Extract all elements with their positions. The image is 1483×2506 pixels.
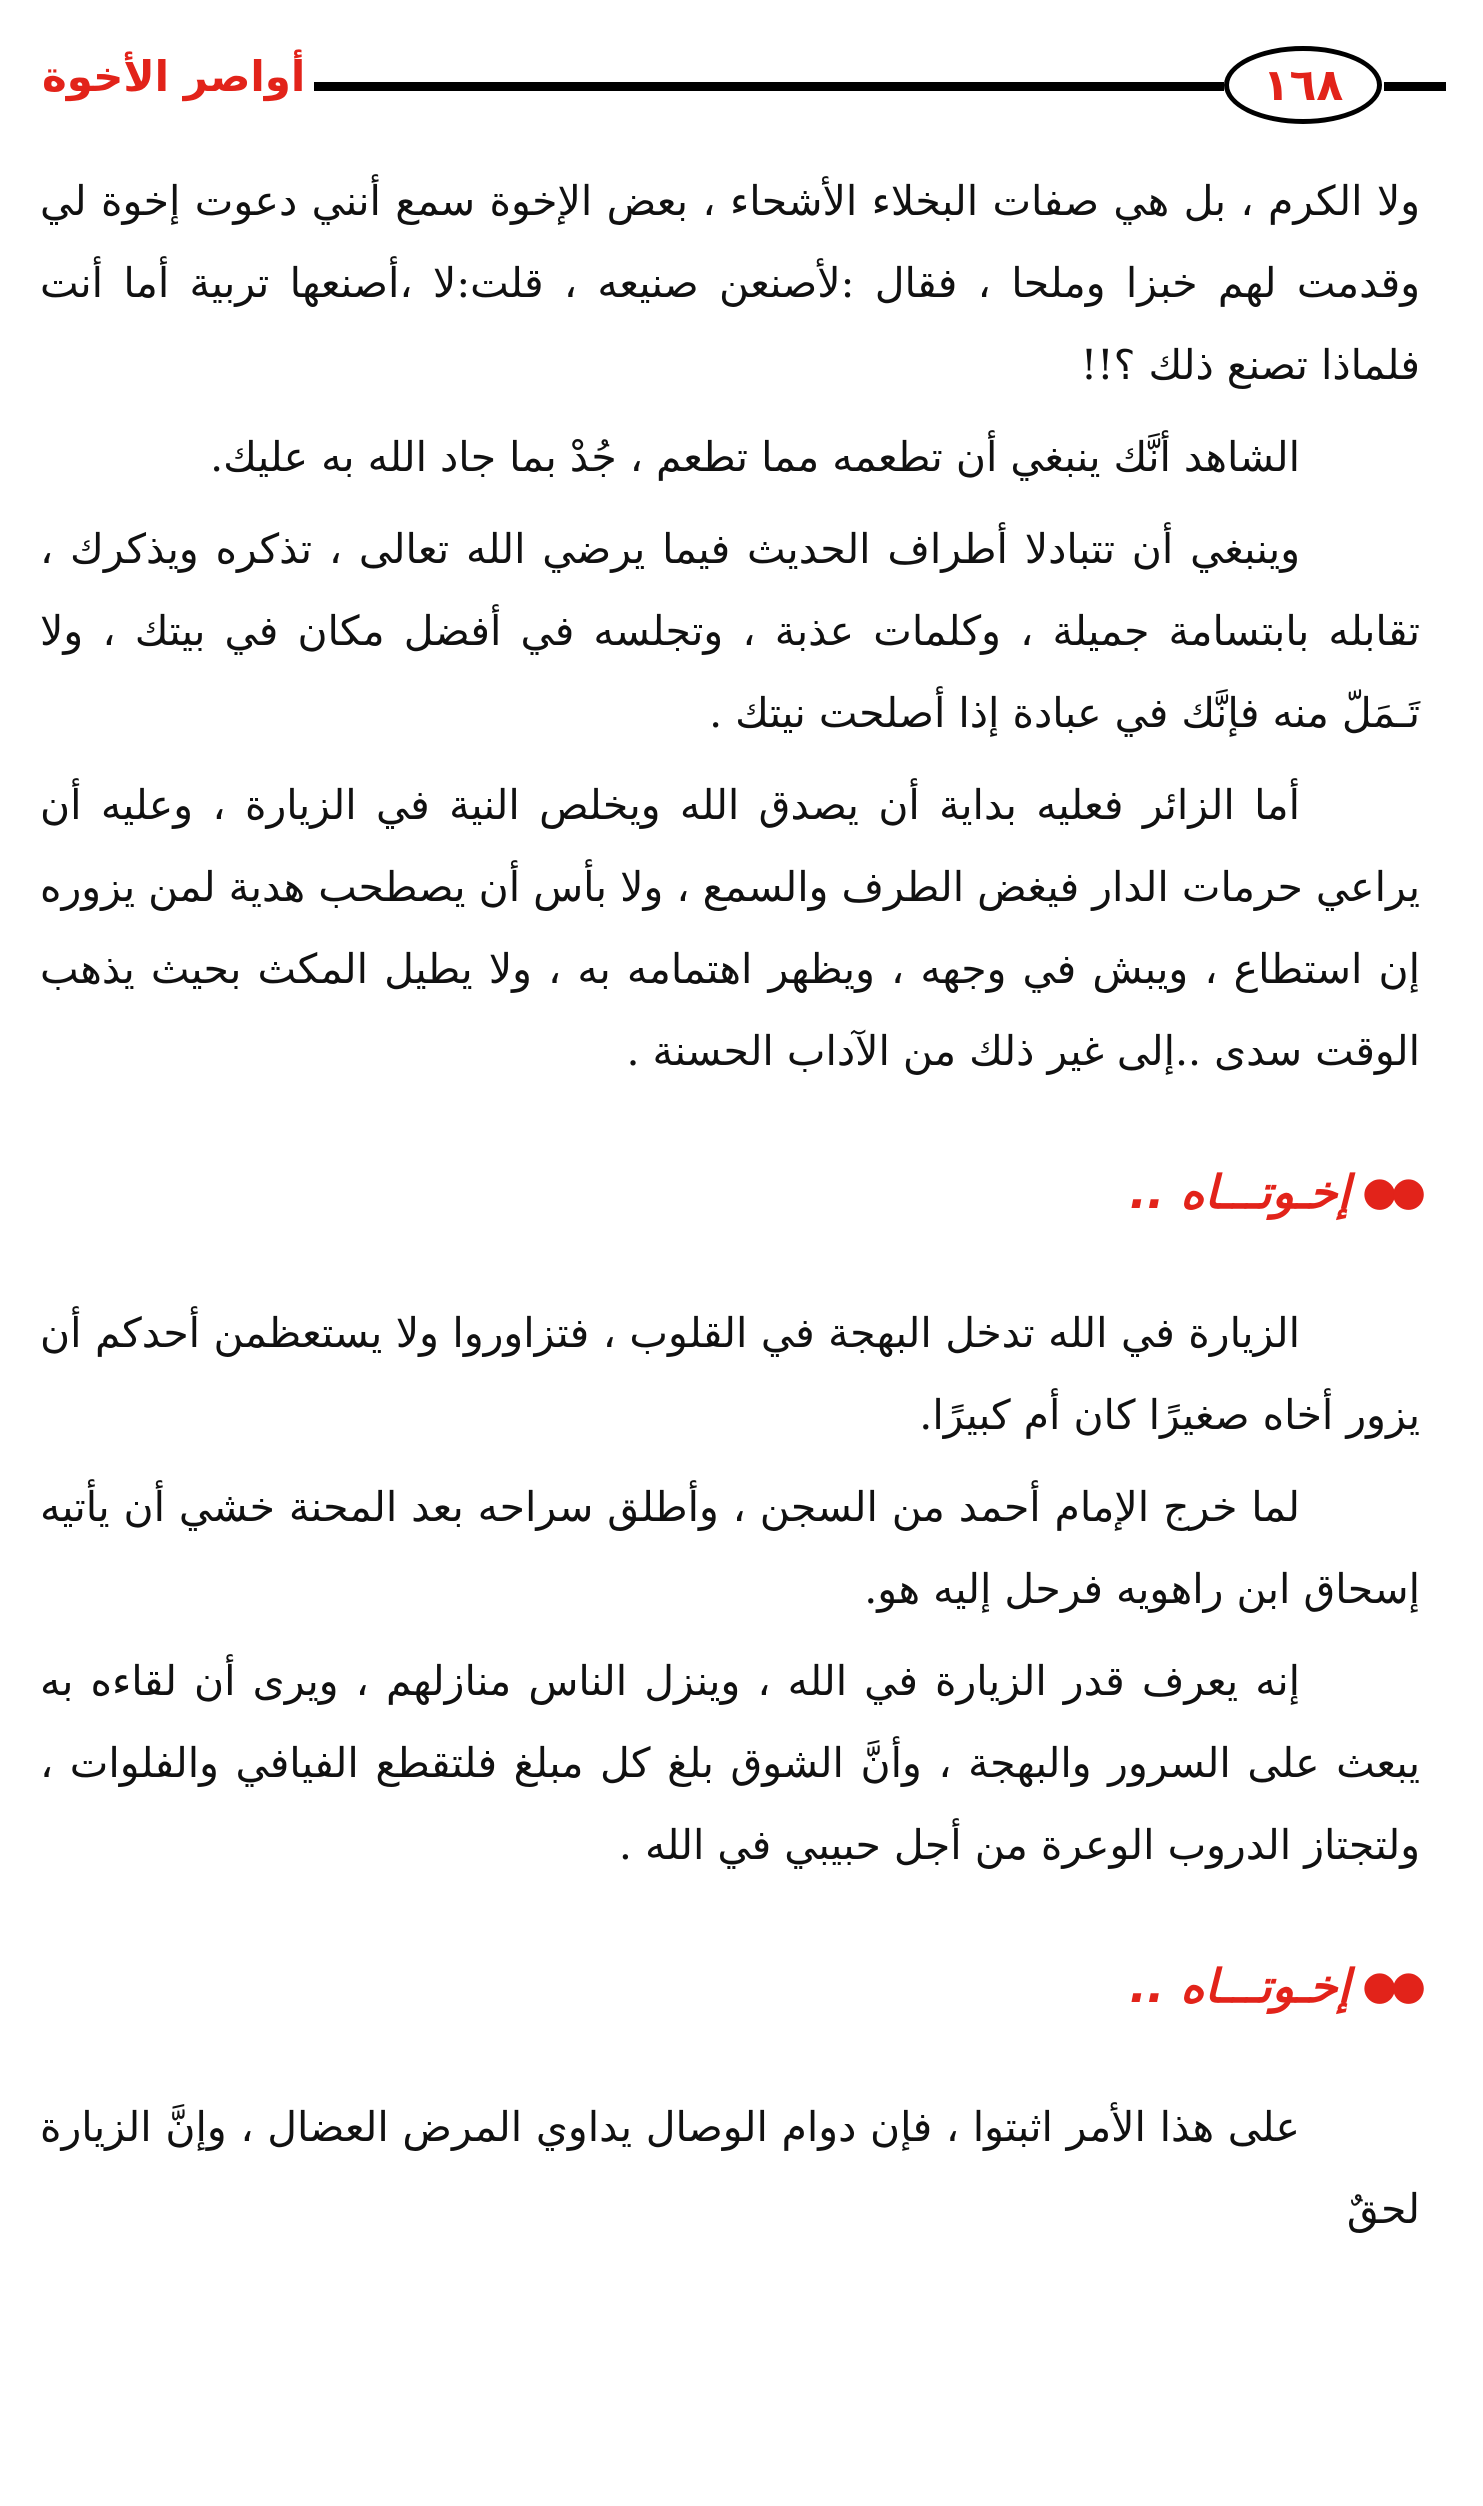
- section-heading: [40, 1162, 1420, 1222]
- page-header: [30, 38, 1453, 138]
- paragraph: ولا الكرم ، بل هي صفات البخلاء الأشحاء ، بعض الإخوة سمع أنني دعوت إخوة لي وقدمت لهم خبزا وملحا ، فقال :لأصنعن صنيعه ، قلت:لا ،أصنعها تربية أما أنت فلماذا تصنع ذلك ؟!!: [40, 177, 1420, 389]
- book-title: أواصر الأخوة: [42, 52, 306, 101]
- paragraph: الشاهد أنَّك ينبغي أن تطعمه مما تطعم ، جُدْ بما جاد الله به عليك.: [210, 433, 1300, 481]
- paragraph: على هذا الأمر اثبتوا ، فإن دوام الوصال يداوي المرض العضال ، وإنَّ الزيارة لحقٌ: [40, 2103, 1420, 2233]
- bullet-icon: ●●: [1362, 1963, 1420, 2009]
- paragraph: الزيارة في الله تدخل البهجة في القلوب ، فتزاوروا ولا يستعظمن أحدكم أن يزور أخاه صغيرًا كان أم كبيرًا.: [40, 1309, 1420, 1439]
- page-body: [40, 160, 1420, 2260]
- header-rule-end: [1384, 82, 1446, 91]
- paragraph: إنه يعرف قدر الزيارة في الله ، وينزل الناس منازلهم ، ويرى أن لقاءه به يبعث على السرور والبهجة ، وأنَّ الشوق بلغ كل مبلغ فلتقطع الفيافي والفلوات ، ولتجتاز الدروب الوعرة من أجل حبيبي في الله .: [40, 1657, 1420, 1869]
- paragraph: أما الزائر فعليه بداية أن يصدق الله ويخلص النية في الزيارة ، وعليه أن يراعي حرمات الدار فيغض الطرف والسمع ، ولا بأس أن يصطحب هدية لمن يزوره إن استطاع ، ويبش في وجهه ، ويظهر اهتمامه به ، ولا يطيل المكث بحيث يذهب الوقت سدى ..إلى غير ذلك من الآداب الحسنة .: [40, 781, 1421, 1075]
- section-heading-text: إخـوتـــاه ..: [1129, 1165, 1351, 1219]
- section-heading: [40, 1956, 1420, 2016]
- page-number: ١٦٨: [1224, 46, 1382, 124]
- paragraph: لما خرج الإمام أحمد من السجن ، وأطلق سراحه بعد المحنة خشي أن يأتيه إسحاق ابن راهويه فرحل إليه هو.: [40, 1483, 1420, 1613]
- paragraph: وينبغي أن تتبادلا أطراف الحديث فيما يرضي الله تعالى ، تذكره ويذكرك ، تقابله بابتسامة جميلة ، وكلمات عذبة ، وتجلسه في أفضل مكان في بيتك ، ولا تَـمَلّ منه فإنَّك في عبادة إذا أصلحت نيتك .: [40, 525, 1420, 737]
- header-rule: [314, 82, 1224, 91]
- section-heading-text: إخـوتـــاه ..: [1129, 1959, 1351, 2013]
- bullet-icon: ●●: [1362, 1169, 1420, 1215]
